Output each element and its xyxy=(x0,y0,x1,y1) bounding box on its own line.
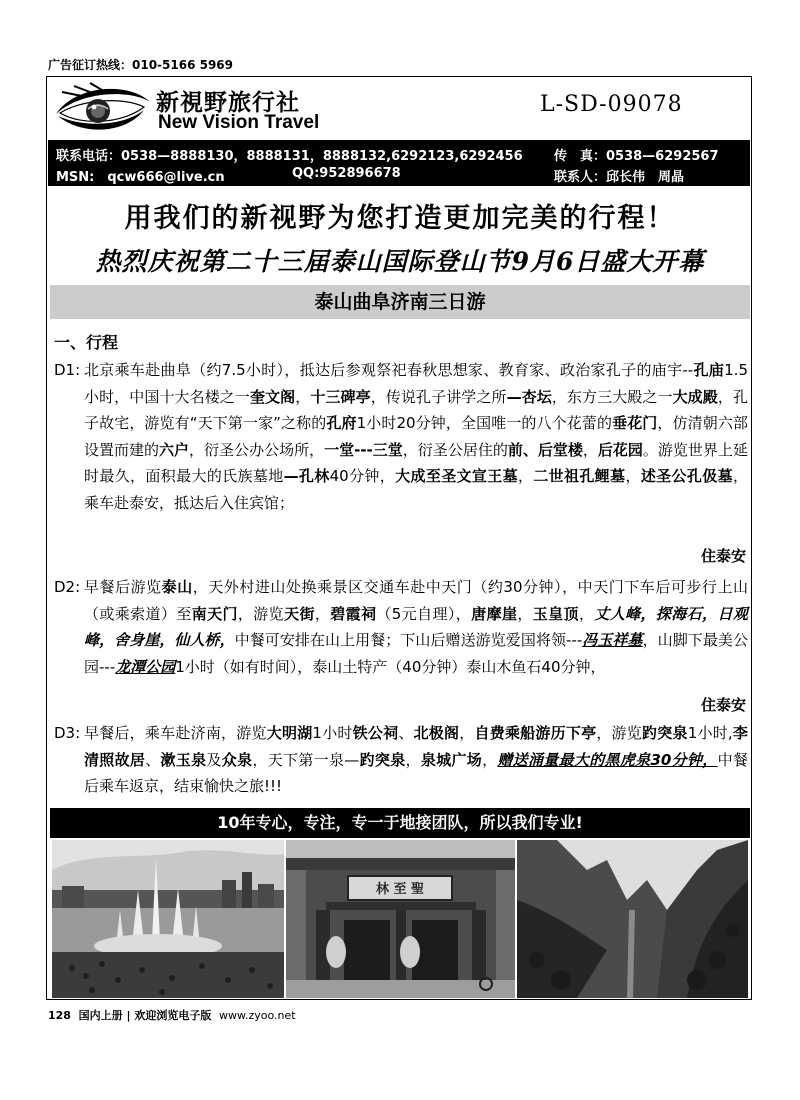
day-text-segment: 40分钟， xyxy=(329,467,396,486)
day-text-segment: 二世祖孔鲤墓 xyxy=(533,467,626,486)
day-text-segment: 趵突泉 xyxy=(359,750,406,769)
day-text-segment: ， xyxy=(582,440,598,459)
day-text-segment: ， xyxy=(578,604,595,623)
day-text-segment: ，传说孔子讲学之所 xyxy=(370,387,507,406)
brand-name-en: New Vision Travel xyxy=(158,112,320,133)
day-text-segment: 趵突泉 xyxy=(642,724,688,742)
day-text-segment: ，乘车赴泰安，抵达后入住宾馆； xyxy=(84,467,748,512)
day-stay: 住泰安 xyxy=(700,696,746,714)
day-text-segment: 、 xyxy=(398,724,414,742)
itinerary-day-1 xyxy=(54,357,748,565)
day-text-segment: 及 xyxy=(206,750,222,769)
day-text-segment: 早餐后游览 xyxy=(84,578,162,596)
section-title: 一、行程 xyxy=(54,333,119,352)
contact-msn: MSN: qcw666@live.cn xyxy=(56,170,225,185)
fountain-square-photo xyxy=(52,840,284,998)
license-code: L-SD-09078 xyxy=(540,92,683,117)
day-text-segment: ， xyxy=(405,750,421,769)
day-description xyxy=(84,574,748,680)
route-title: 泰山曲阜济南三日游 xyxy=(50,285,750,319)
day-text-segment: 北京乘车赴曲阜（约7.5小时），抵达后参观祭祀春秋思想家、教育家、政治家孔子的庙宇-- xyxy=(84,361,694,379)
day-text-segment: ， xyxy=(517,604,533,623)
day-label: D2: xyxy=(54,578,81,596)
day-text-segment: 大明湖 xyxy=(266,724,313,742)
day-text-segment: 述圣公孔伋墓 xyxy=(640,467,733,486)
day-text-segment: ， xyxy=(459,724,475,742)
day-text-segment: 中餐后乘车返京，结束愉快之旅!!! xyxy=(84,750,748,796)
day-text-segment: 中餐可安排在山上用餐；下山后赠送游览爱国将领--- xyxy=(234,631,583,650)
day-description xyxy=(84,357,748,517)
day-text-segment: 泉城广场 xyxy=(420,750,483,769)
day-text-segment: ， xyxy=(314,604,331,623)
ad-hotline: 广告征订热线：010-5166 5969 xyxy=(48,58,234,72)
contact-bar xyxy=(48,140,750,186)
day-text-segment: 北极阁 xyxy=(413,724,460,742)
day-text-segment: 孔府 xyxy=(326,414,357,433)
contact-phone: 联系电话：0538—8888130，8888131，8888132,6292123,6292456 xyxy=(56,149,523,164)
day-text-segment: —杏坛 xyxy=(506,387,552,406)
day-text-segment: 奎文阁 xyxy=(250,387,296,406)
day-text-segment: 天街 xyxy=(284,604,315,623)
day-text-segment: 1小时 xyxy=(312,724,353,742)
day-text-segment: ， xyxy=(295,387,311,406)
day-text-segment: 1小时, xyxy=(687,724,733,742)
day-text-segment: 南天门 xyxy=(191,604,238,623)
day-text-segment: ，天下第一泉— xyxy=(252,750,360,769)
itinerary-day-3 xyxy=(54,720,748,800)
day-text-segment: 泰山 xyxy=(161,578,193,596)
day-text-segment: 后花园 xyxy=(597,440,643,459)
day-text-segment: ，仿清朝六部设置而建的 xyxy=(84,414,748,459)
itinerary-day-2 xyxy=(54,574,748,714)
day-text-segment: 早餐后，乘车赴济南，游览 xyxy=(84,724,267,742)
day-text-segment: 1小时20分钟，全国唯一的八个花蕾的 xyxy=(356,414,613,433)
day-text-segment: 碧霞祠 xyxy=(330,604,377,623)
day-text-segment: ，天外村进山处换乘景区交通车赴中天门（约30分钟），中天门下车后可步行上山（或乘索道）至 xyxy=(84,578,748,623)
day-text-segment: ， xyxy=(517,467,534,486)
day-text-segment: 垂花门 xyxy=(612,414,658,433)
day-text-segment: ， xyxy=(625,467,641,486)
day-text-segment: 龙潭公园 xyxy=(115,657,176,676)
day-text-segment: 李清照故居 xyxy=(84,724,748,769)
day-text-segment: ，东方三大殿之一 xyxy=(551,387,673,406)
day-text-segment: 众泉 xyxy=(221,750,253,769)
day-text-segment: ，游览 xyxy=(237,604,285,623)
day-text-segment: 前、后堂楼 xyxy=(507,440,583,459)
day-text-segment: 丈人峰，探海石，日观峰，舍身崖，仙人桥， xyxy=(84,604,748,650)
day-text-segment: 一堂---三堂 xyxy=(324,440,403,459)
day-text-segment: 大成殿 xyxy=(672,387,718,406)
day-text-segment: ，衍圣公办公场所， xyxy=(189,440,325,459)
gate-plaque-text: 林 至 聖 xyxy=(375,882,425,897)
day-text-segment: （5元自理）， xyxy=(376,604,472,623)
slogan-main: 用我们的新视野为您打造更加完美的行程！ xyxy=(124,203,676,234)
day-text-segment: 自费乘船游历下亭 xyxy=(474,724,597,742)
slogan-banner: 10年专心，专注，专一于地接团队，所以我们专业! xyxy=(50,808,750,838)
day-text-segment: 、 xyxy=(145,750,161,769)
contact-fax: 传 真：0538—6292567 xyxy=(554,149,719,164)
day-text-segment: ，衍圣公居住的 xyxy=(402,440,508,459)
day-text-segment: 赠送涌量最大的黑虎泉30分钟， xyxy=(497,750,718,769)
slogan-festival: 热烈庆祝第二十三届泰山国际登山节9月6日盛大开幕 xyxy=(95,247,705,276)
day-description xyxy=(84,720,748,800)
footer-url[interactable]: www.zyoo.net xyxy=(219,1009,296,1022)
footer-section: 国内上册 | 欢迎浏览电子版 xyxy=(78,1009,212,1022)
day-text-segment: 玉皇顶 xyxy=(532,604,579,623)
contact-person: 联系人：邱长伟 周晶 xyxy=(554,170,685,185)
day-text-segment: ，游览 xyxy=(596,724,643,742)
day-text-segment: 冯玉祥墓 xyxy=(582,631,643,650)
day-text-segment: —孔林 xyxy=(283,467,330,486)
day-text-segment: 1.5小时，中国十大名楼之一 xyxy=(84,361,748,406)
mountain-valley-photo xyxy=(517,840,748,998)
contact-qq: QQ:952896678 xyxy=(292,166,401,181)
day-text-segment: 唐摩崖 xyxy=(471,604,518,623)
brand-name-cn: 新視野旅行社 xyxy=(156,89,300,116)
day-text-segment: 六户 xyxy=(159,440,190,459)
day-text-segment: ， xyxy=(482,750,498,769)
day-text-segment: 。游览世界上延时最久，面积最大的氏族墓地 xyxy=(84,440,748,486)
day-text-segment: 孔庙 xyxy=(693,361,725,379)
day-text-segment: ，山脚下最美公园--- xyxy=(84,631,748,676)
day-label: D3: xyxy=(54,724,81,742)
eye-logo-icon xyxy=(52,80,152,138)
page-number: 128 xyxy=(48,1009,71,1022)
day-text-segment: ，孔子故宅，游览有“天下第一家”之称的 xyxy=(84,387,748,433)
temple-gate-photo xyxy=(286,840,515,998)
day-stay: 住泰安 xyxy=(700,547,746,565)
day-text-segment: 十三碑亭 xyxy=(310,387,371,406)
day-text-segment: 1小时（如有时间），泰山土特产（40分钟）泰山木鱼石40分钟， xyxy=(175,657,606,676)
page-footer xyxy=(48,1007,296,1023)
day-text-segment: 铁公祠 xyxy=(352,724,399,742)
day-text-segment: 大成至圣文宣王墓 xyxy=(395,467,518,486)
day-label: D1: xyxy=(54,361,81,379)
day-text-segment: 漱玉泉 xyxy=(160,750,207,769)
